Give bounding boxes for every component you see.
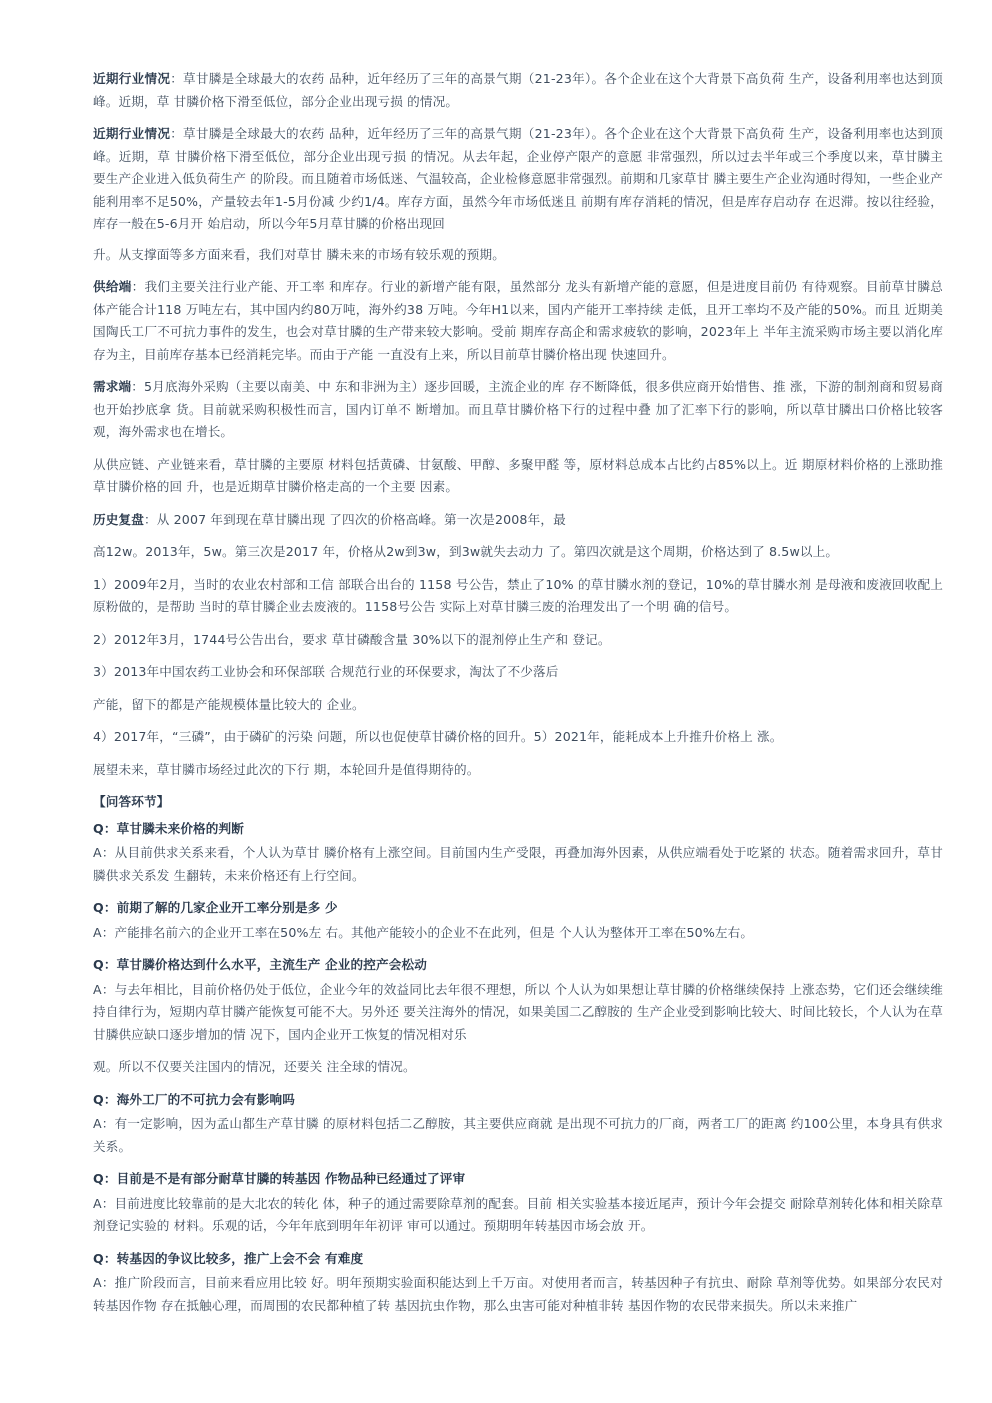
paragraph-label: 历史复盘 — [93, 511, 144, 527]
question-5: Q：目前是不是有部分耐草甘膦的转基因 作物品种已经通过了评审 — [93, 1171, 466, 1186]
paragraph-event-3: 3）2013年中国农药工业协会和环保部联 合规范行业的环保要求，淘汰了不少落后 — [93, 664, 559, 679]
answer-6: A：推广阶段而言，目前来看应用比较 好。明年预期实验面积能达到上千万亩。对使用者而言，转基因种子有抗虫、耐除 草剂等优势。如果部分农民对转基因作物 存在抵触心理，而周围的农民都种植了转 基因抗虫作物，那么虫害可能对种植非转 基因作物的农民带来损失。所以未来推广 — [93, 1275, 943, 1313]
paragraph-text: ：从 2007 年到现在草甘膦出现 了四次的价格高峰。第一次是2008年，最 — [143, 511, 566, 527]
paragraph-text: ：草甘膦是全球最大的农药 品种，近年经历了三年的高景气期（21-23年）。各个企业在这个大背景下高负荷 生产，设备利用率也达到顶峰。近期，草 甘膦价格下滑至低位，部分企业出现亏损 的情况。 — [93, 71, 943, 109]
paragraph-future-outlook: 展望未来，草甘膦市场经过此次的下行 期，本轮回升是值得期待的。 — [93, 761, 480, 777]
paragraph-text: ：5月底海外采购（主要以南美、中 东和非洲为主）逐步回暖，主流企业的库 存不断降低，很多供应商开始惜售、推 涨，下游的制剂商和贸易商也开始抄底拿 货。目前就采购积极性而言，国内订单不 断增加。而且草甘膦价格下行的过程中叠 加了汇率下行的影响，所以草甘膦出口价格比较客观，海外需求也在增长。 — [93, 379, 944, 439]
question-6: Q：转基因的争议比较多，推广上会不会 有难度 — [93, 1250, 364, 1266]
answer-3-cont: 观。所以不仅要关注国内的情况，还要关 注全球的情况。 — [93, 1059, 416, 1074]
paragraph-supply — [93, 276, 943, 366]
paragraph-supply-chain: 从供应链、产业链来看，草甘膦的主要原 材料包括黄磷、甘氨酸、甲醇、多聚甲醛 等，原材料总成本占比约占85%以上。近 期原材料价格的上涨助推草甘膦价格的回 升，也是近期草甘膦价格走高的一个主要 因素。 — [93, 456, 943, 494]
paragraph-label: 供给端 — [93, 279, 132, 294]
paragraph-text: ：我们主要关注行业产能、开工率 和库存。行业的新增产能有限，虽然部分 龙头有新增产能的意愿，但是进度目前仍 有待观察。目前草甘膦总体产能合计118 万吨左右，其中国内约80万吨，海外约38 万吨。今年H1以来，国内产能开工率持续 走低，且开工率均不及产能的50%。而且 近期美国陶氏工厂不可抗力事件的发生，也会对草甘膦的生产带来较大影响。受前 期库存高企和需求疲软的影响，2023年上 半年主流采购市场主要以消化库存为主，目前库存基本已经消耗完毕。而由于产能 一直没有上来，所以目前草甘膦价格出现 快速回升。 — [93, 279, 944, 362]
question-4: Q：海外工厂的不可抗力会有影响吗 — [93, 1091, 296, 1107]
question-2: Q：前期了解的几家企业开工率分别是多 少 — [93, 900, 338, 915]
qa-section-heading: 【问答环节】 — [93, 794, 170, 809]
paragraph-industry-recent-short — [93, 68, 943, 113]
paragraph-history-peaks: 高12w。2013年，5w。第三次是2017 年，价格从2w到3w，到3w就失去动力 了。第四次就是这个周期，价格达到了 8.5w以上。 — [93, 544, 839, 559]
paragraph-event-4-5: 4）2017年，“三磷”，由于磷矿的污染 问题，所以也促使草甘磷价格的回升。5）2021年，能耗成本上升推升价格上 涨。 — [93, 729, 783, 744]
paragraph-event-3-cont: 产能，留下的都是产能规模体量比较大的 企业。 — [93, 696, 365, 712]
paragraph-history — [93, 509, 943, 532]
paragraph-label: 需求端 — [93, 379, 132, 394]
answer-2: A：产能排名前六的企业开工率在50%左 右。其他产能较小的企业不在此列，但是 个人认为整体开工率在50%左右。 — [93, 924, 754, 940]
answer-4: A：有一定影响，因为孟山都生产草甘膦 的原材料包括二乙醇胺，其主要供应商就 是出现不可抗力的厂商，两者工厂的距离 约100公里，本身具有供求关系。 — [93, 1116, 943, 1154]
question-3: Q：草甘膦价格达到什么水平，主流生产 企业的控产会松动 — [93, 957, 427, 972]
question-1: Q：草甘膦未来价格的判断 — [93, 820, 245, 836]
paragraph-text: ：草甘膦是全球最大的农药 品种，近年经历了三年的高景气期（21-23年）。各个企业在这个大背景下高负荷 生产，设备利用率也达到顶峰。近期，草 甘膦价格下滑至低位，部分企业出现亏损 的情况。从去年起，企业停产限产的意愿 非常强烈，所以过去半年或三个季度以来，草甘膦主要生产企业进入低负荷生产 的阶段。而且随着市场低迷、气温较高，企业检修意愿非常强烈。前期和几家草甘 膦主要生产企业沟通时得知，一些企业产 能利用率不足50%，产量较去年1-5月份减 少约1/4。库存方面，虽然今年市场低迷且 前期有库存消耗的情况，但是库存启动存 在迟滞。按以往经验，库存一般在5-6月开 始启动，所以今年5月草甘膦的价格出现回 — [93, 126, 943, 231]
paragraph-label: 近期行业情况 — [93, 71, 171, 86]
paragraph-event-2: 2）2012年3月，1744号公告出台，要求 草甘磷酸含量 30%以下的混剂停止生产和 登记。 — [93, 631, 611, 647]
paragraph-event-1: 1）2009年2月，当时的农业农村部和工信 部联合出台的 1158 号公告，禁止了10% 的草甘膦水剂的登记，10%的草甘膦水剂 是母液和废液回收配上原粉做的，是帮助 当时的草甘膦企业去废液的。1158号公告 实际上对草甘膦三废的治理发出了一个明 确的信号。 — [93, 576, 943, 614]
paragraph-label: 近期行业情况 — [93, 126, 171, 141]
answer-5: A：目前进度比较靠前的是大北农的转化 体，种子的通过需要除草剂的配套。目前 相关实验基本接近尾声，预计今年会提交 耐除草剂转化体和相关除草剂登记实验的 材料。乐观的话，今年年底到明年年初评 审可以通过。预期明年转基因市场会放 开。 — [93, 1195, 943, 1233]
answer-3: A：与去年相比，目前价格仍处于低位，企业今年的效益同比去年很不理想，所以 个人认为如果想让草甘膦的价格继续保持 上涨态势，它们还会继续维持自律行为，短期内草甘膦产能恢复可能不大。另外还 要关注海外的情况，如果美国二乙醇胺的 生产企业受到影响比较大、时间比较长，个人认为在草甘膦供应缺口逐步增加的情 况下，国内企业开工恢复的情况相对乐 — [93, 981, 943, 1042]
paragraph-outlook: 升。从支撑面等多方面来看，我们对草甘 膦未来的市场有较乐观的预期。 — [93, 246, 505, 262]
document-page — [93, 68, 943, 1327]
paragraph-industry-recent — [93, 123, 943, 236]
paragraph-demand — [93, 376, 943, 444]
answer-1: A：从目前供求关系来看，个人认为草甘 膦价格有上涨空间。目前国内生产受限，再叠加海外因素，从供应端看处于吃紧的 状态。随着需求回升，草甘膦供求关系发 生翻转，未来价格还有上行空间。 — [93, 845, 943, 883]
